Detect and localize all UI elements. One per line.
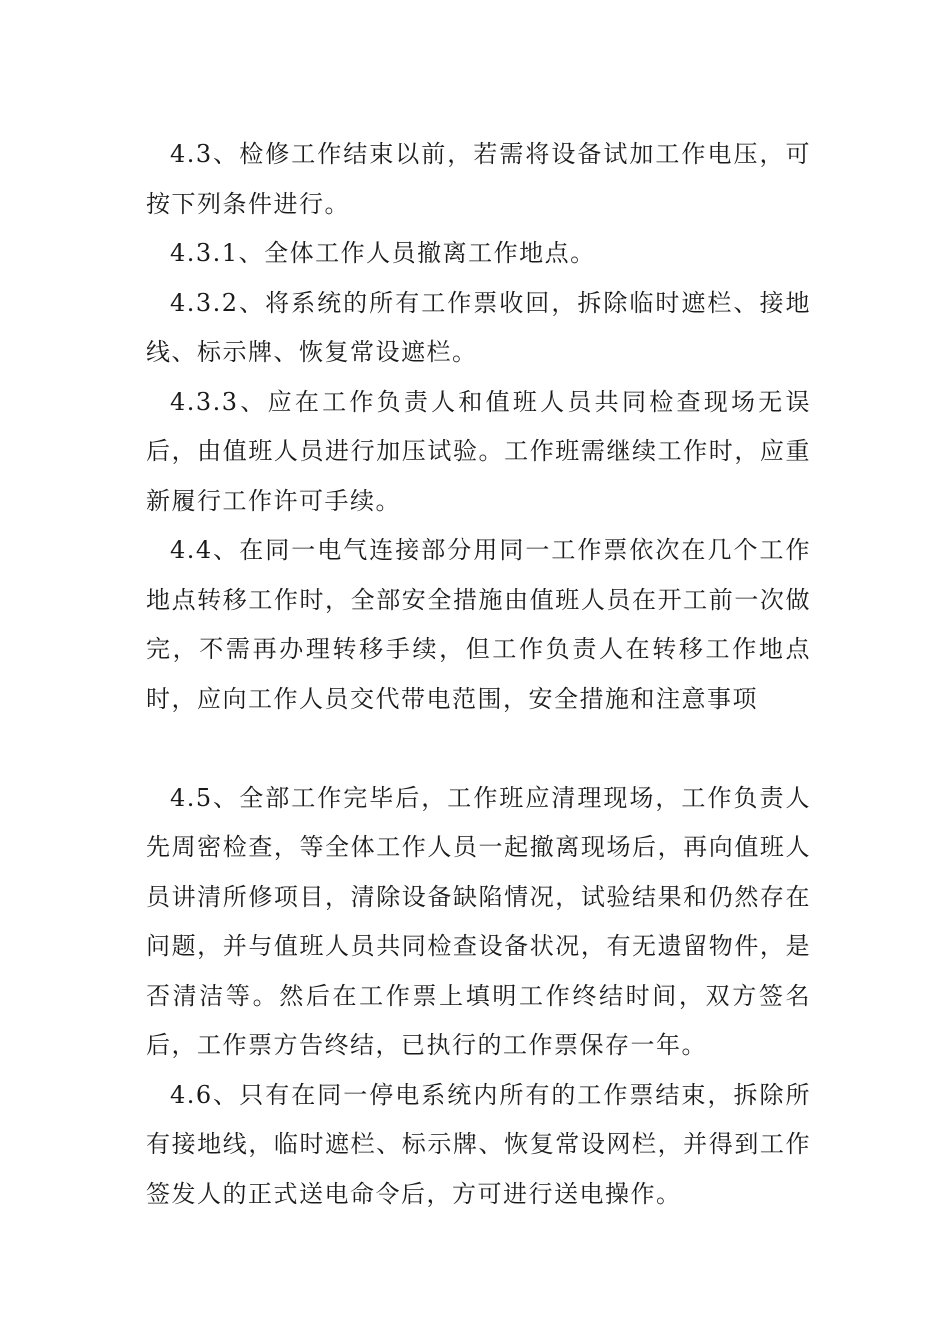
paragraph-4-3-1: 4.3.1、全体工作人员撤离工作地点。: [170, 239, 596, 267]
paragraph-4-5: 4.5、全部工作完毕后，工作班应清理现场，工作负责人先周密检查，等全体工作人员一起撤离现场后，再向值班人员讲清所修项目，清除设备缺陷情况，试验结果和仍然存在问题，并与值班人员共同检查设备状况，有无遗留物件，是否清洁等。然后在工作票上填明工作终结时间，双方签名后，工作票方告终结，已执行的工作票保存一年。: [146, 783, 811, 1059]
paragraph-gap: [146, 724, 811, 774]
paragraph-4-3: 4.3、检修工作结束以前，若需将设备试加工作电压，可按下列条件进行。: [146, 140, 811, 218]
paragraph-4-4: 4.4、在同一电气连接部分用同一工作票依次在几个工作地点转移工作时，全部安全措施由值班人员在开工前一次做完，不需再办理转移手续，但工作负责人在转移工作地点时，应向工作人员交代带电范围，安全措施和注意事项: [146, 536, 811, 713]
paragraph-4-3-2: 4.3.2、将系统的所有工作票收回，拆除临时遮栏、接地线、标示牌、恢复常设遮栏。: [146, 288, 811, 366]
paragraph-4-3-3: 4.3.3、应在工作负责人和值班人员共同检查现场无误后，由值班人员进行加压试验。工作班需继续工作时，应重新履行工作许可手续。: [146, 387, 811, 515]
paragraph-4-6: 4.6、只有在同一停电系统内所有的工作票结束，拆除所有接地线，临时遮栏、标示牌、恢复常设网栏，并得到工作签发人的正式送电命令后，方可进行送电操作。: [146, 1080, 811, 1208]
document-body: [146, 130, 811, 1219]
